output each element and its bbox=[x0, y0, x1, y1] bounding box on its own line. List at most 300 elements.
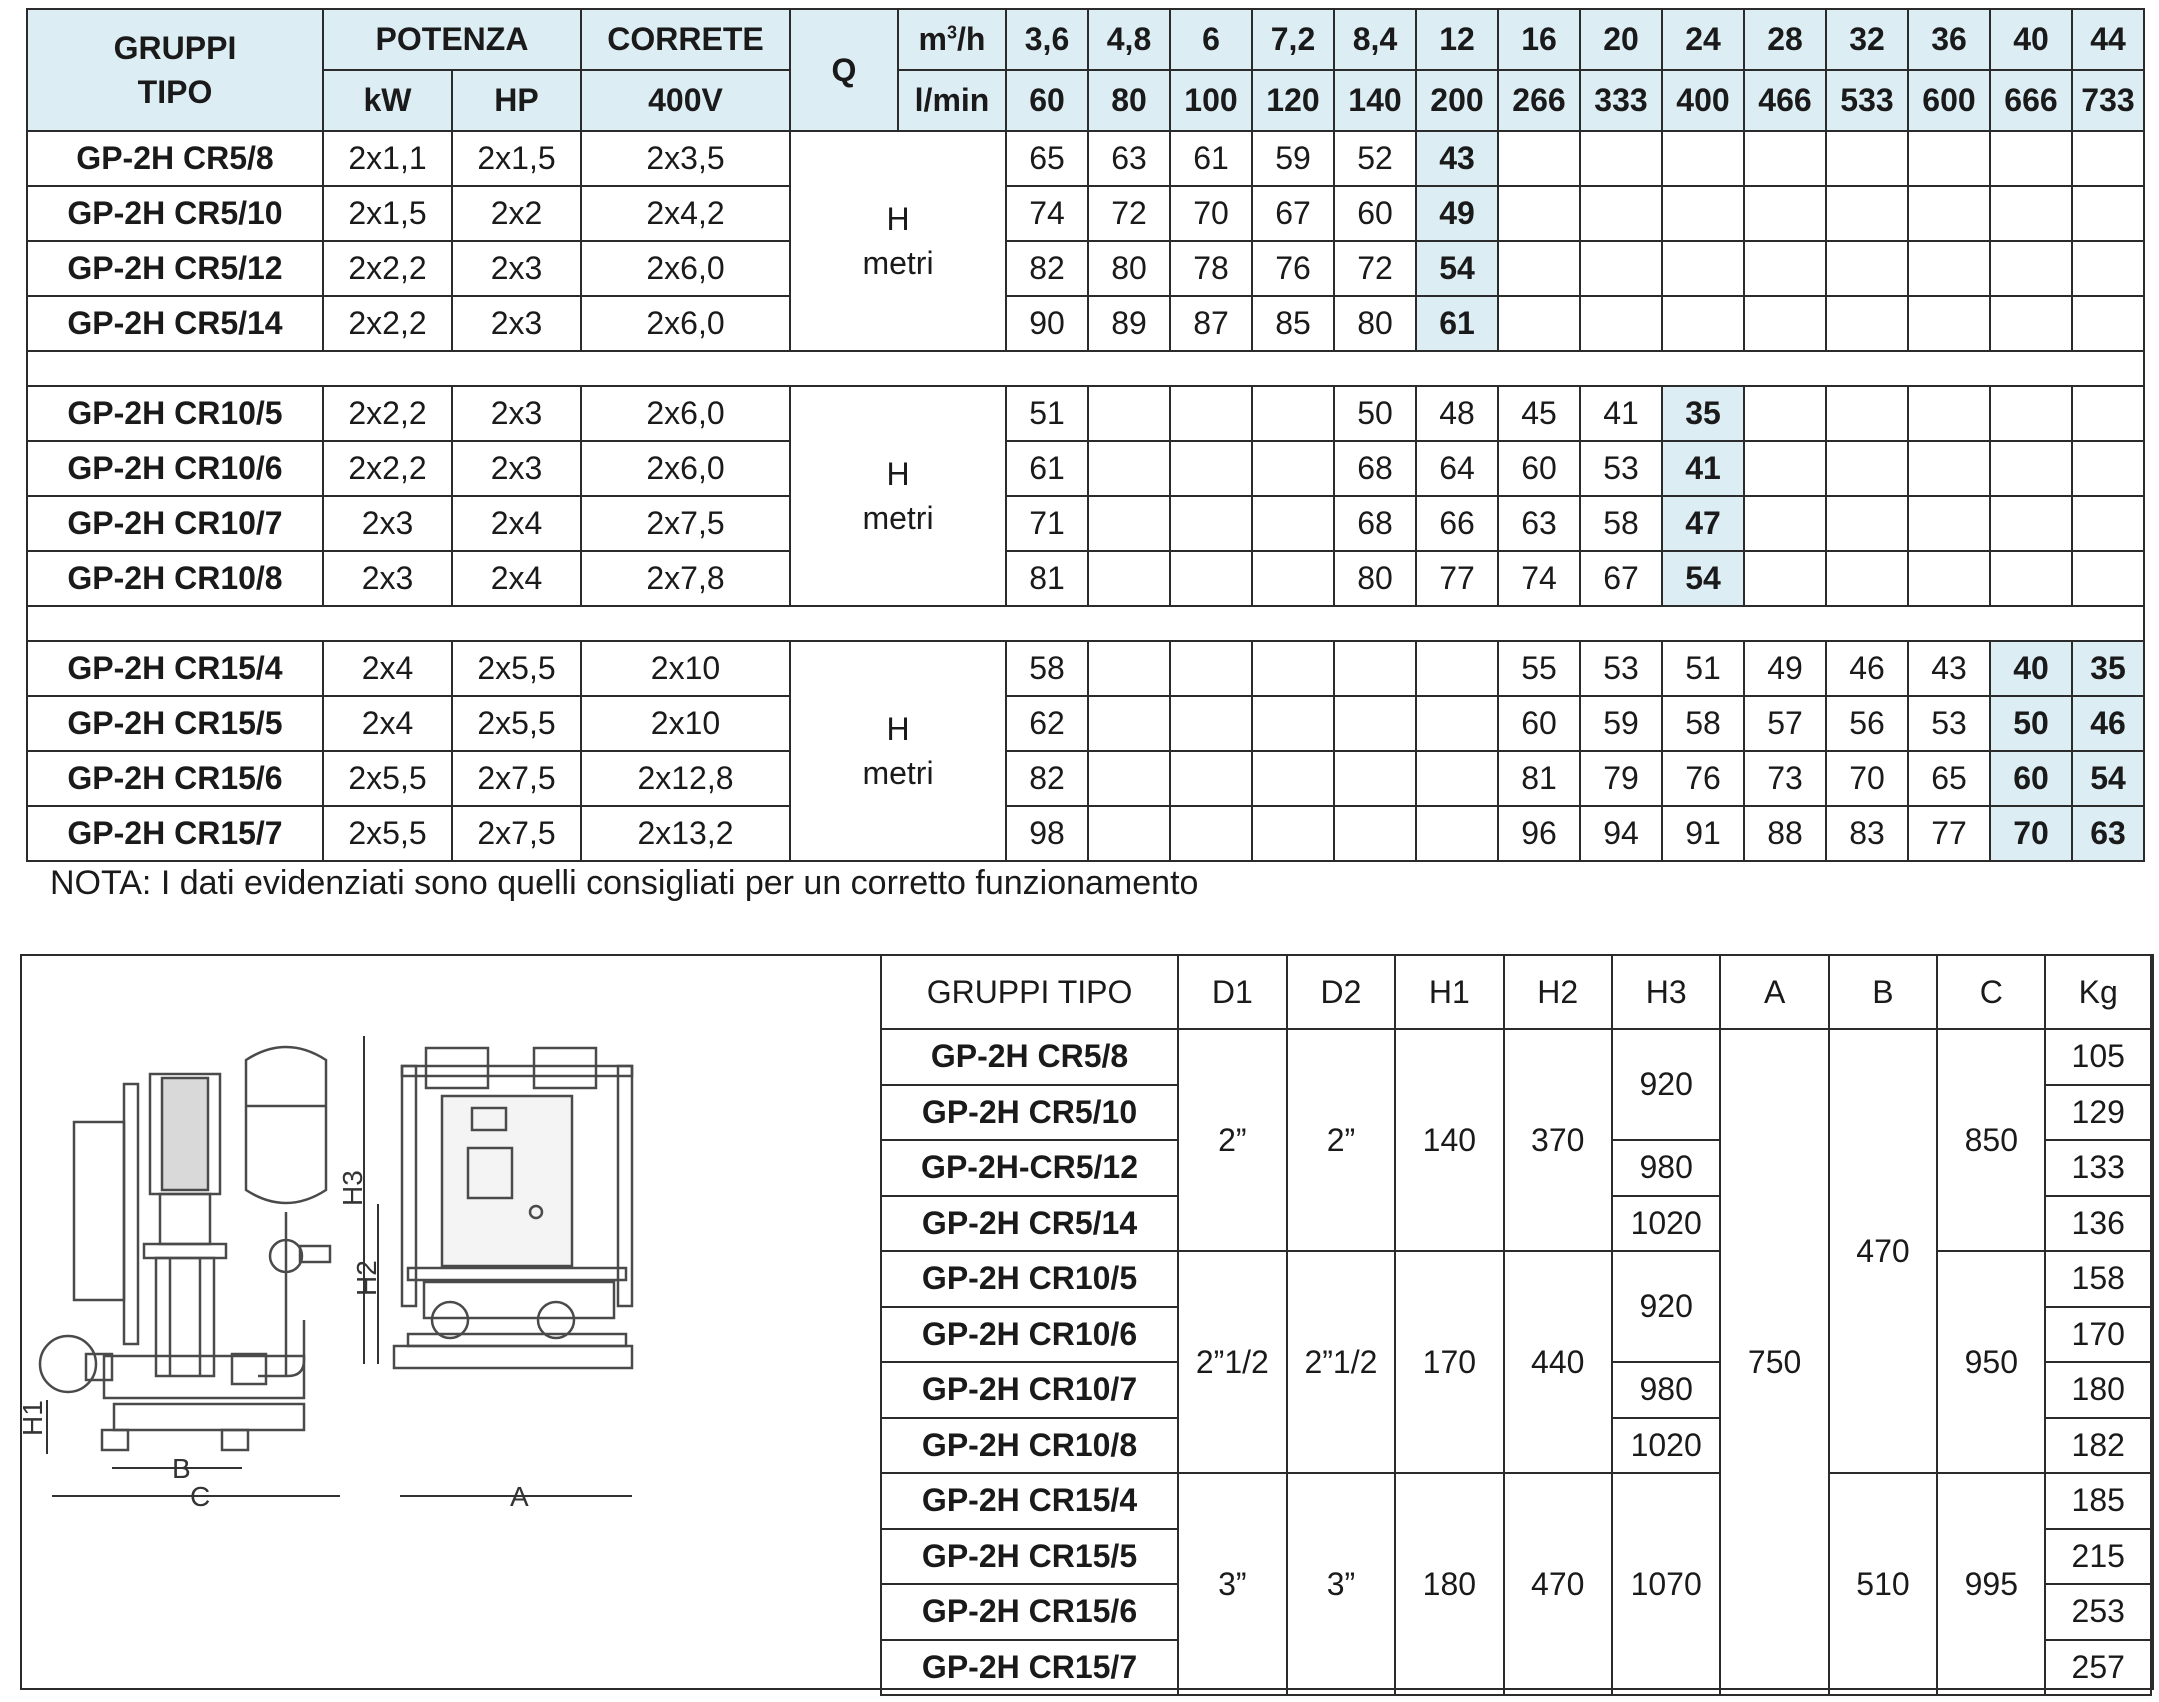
pump-body-left bbox=[156, 1258, 214, 1376]
table-row bbox=[27, 696, 2144, 751]
dims-model-cell: GP-2H CR15/4 bbox=[881, 1473, 1178, 1529]
head-value-cell bbox=[1416, 806, 1498, 861]
head-label-h: H bbox=[886, 201, 910, 237]
performance-table bbox=[26, 8, 2145, 862]
current-400v-cell: 2x4,2 bbox=[581, 186, 790, 241]
table-row bbox=[881, 1251, 2151, 1307]
head-value-cell bbox=[1908, 496, 1990, 551]
head-label-h: H bbox=[886, 711, 910, 747]
head-value-cell bbox=[1088, 641, 1170, 696]
table-row bbox=[27, 551, 2144, 606]
table-row bbox=[27, 496, 2144, 551]
head-value-cell bbox=[1416, 696, 1498, 751]
power-hp-cell: 2x4 bbox=[452, 551, 581, 606]
head-value-cell: 83 bbox=[1826, 806, 1908, 861]
head-value-cell: 76 bbox=[1662, 751, 1744, 806]
head-value-cell: 78 bbox=[1170, 241, 1252, 296]
head-value-cell bbox=[1826, 241, 1908, 296]
header-flow-m3h: 20 bbox=[1580, 9, 1662, 70]
head-value-cell: 81 bbox=[1006, 551, 1088, 606]
head-label-metri: metri bbox=[862, 500, 934, 536]
power-kw-cell: 2x3 bbox=[323, 551, 452, 606]
header-flow-m3h: 3,6 bbox=[1006, 9, 1088, 70]
power-kw-cell: 2x2,2 bbox=[323, 441, 452, 496]
note-text: NOTA: I dati evidenziati sono quelli consigliati per un corretto funzionamento bbox=[50, 864, 1199, 902]
dims-b-cell: 470 bbox=[1829, 1029, 1937, 1473]
current-400v-cell: 2x6,0 bbox=[581, 296, 790, 351]
dim-label-c: C bbox=[190, 1481, 211, 1512]
dims-header-a: A bbox=[1720, 955, 1828, 1029]
power-hp-cell: 2x4 bbox=[452, 496, 581, 551]
head-value-cell: 81 bbox=[1498, 751, 1580, 806]
head-value-cell bbox=[1990, 386, 2072, 441]
head-label-h: H bbox=[886, 456, 910, 492]
dims-header-h3: H3 bbox=[1612, 955, 1721, 1029]
header-m3h-unit: $m^3/h$ bbox=[898, 9, 1006, 70]
head-value-cell: 68 bbox=[1334, 496, 1416, 551]
head-value-cell: 70 bbox=[1990, 806, 2072, 861]
dims-kg-cell: 182 bbox=[2045, 1418, 2151, 1474]
dims-model-cell: GP-2H CR10/8 bbox=[881, 1418, 1178, 1474]
head-value-cell bbox=[1990, 296, 2072, 351]
head-value-cell: 65 bbox=[1908, 751, 1990, 806]
head-value-cell: 80 bbox=[1088, 241, 1170, 296]
head-value-cell: 64 bbox=[1416, 441, 1498, 496]
current-400v-cell: 2x6,0 bbox=[581, 386, 790, 441]
header-flow-m3h: 16 bbox=[1498, 9, 1580, 70]
power-hp-cell: 2x3 bbox=[452, 386, 581, 441]
head-value-cell: 58 bbox=[1662, 696, 1744, 751]
current-400v-cell: 2x6,0 bbox=[581, 241, 790, 296]
header-flow-m3h: 4,8 bbox=[1088, 9, 1170, 70]
head-value-cell bbox=[1252, 641, 1334, 696]
head-value-cell: 48 bbox=[1416, 386, 1498, 441]
head-value-cell: 59 bbox=[1580, 696, 1662, 751]
head-value-cell bbox=[1498, 131, 1580, 186]
power-kw-cell: 2x4 bbox=[323, 696, 452, 751]
dims-d1-cell: 2”1/2 bbox=[1178, 1251, 1287, 1473]
dims-model-cell: GP-2H CR15/7 bbox=[881, 1640, 1178, 1696]
head-value-cell bbox=[1088, 386, 1170, 441]
head-value-cell bbox=[1088, 551, 1170, 606]
head-value-cell bbox=[1170, 641, 1252, 696]
header-flow-lmin: 60 bbox=[1006, 70, 1088, 131]
dim-label-b: B bbox=[172, 1453, 191, 1484]
head-value-cell: 60 bbox=[1498, 441, 1580, 496]
head-value-cell bbox=[1252, 696, 1334, 751]
current-400v-cell: 2x6,0 bbox=[581, 441, 790, 496]
current-400v-cell: 2x7,8 bbox=[581, 551, 790, 606]
head-value-cell: 61 bbox=[1416, 296, 1498, 351]
side-panel-box bbox=[74, 1122, 124, 1300]
head-value-cell: 57 bbox=[1744, 696, 1826, 751]
power-kw-cell: 2x3 bbox=[323, 496, 452, 551]
head-value-cell: 88 bbox=[1744, 806, 1826, 861]
motor-front-left bbox=[426, 1048, 488, 1088]
head-value-cell: 68 bbox=[1334, 441, 1416, 496]
head-value-cell: 53 bbox=[1908, 696, 1990, 751]
head-value-cell bbox=[1416, 751, 1498, 806]
dims-h2-cell: 470 bbox=[1504, 1473, 1612, 1695]
table-row bbox=[27, 186, 2144, 241]
head-value-cell: 40 bbox=[1990, 641, 2072, 696]
head-value-cell bbox=[1088, 751, 1170, 806]
head-value-cell bbox=[1088, 806, 1170, 861]
head-value-cell: 82 bbox=[1006, 241, 1088, 296]
header-flow-m3h: 32 bbox=[1826, 9, 1908, 70]
dims-model-cell: GP-2H CR5/8 bbox=[881, 1029, 1178, 1085]
head-value-cell: 63 bbox=[2072, 806, 2144, 861]
dims-h3-cell: 980 bbox=[1612, 1140, 1721, 1196]
head-value-cell: 74 bbox=[1498, 551, 1580, 606]
head-value-cell bbox=[1826, 296, 1908, 351]
header-flow-m3h: 40 bbox=[1990, 9, 2072, 70]
dim-label-a: A bbox=[510, 1481, 529, 1512]
power-hp-cell: 2x7,5 bbox=[452, 751, 581, 806]
head-value-cell bbox=[1908, 386, 1990, 441]
head-value-cell: 77 bbox=[1908, 806, 1990, 861]
header-flow-m3h: 24 bbox=[1662, 9, 1744, 70]
head-value-cell: 70 bbox=[1826, 751, 1908, 806]
head-value-cell bbox=[1252, 496, 1334, 551]
head-label-metri: metri bbox=[862, 755, 934, 791]
header-flow-lmin: 140 bbox=[1334, 70, 1416, 131]
head-value-cell: 67 bbox=[1252, 186, 1334, 241]
dims-d2-cell: 3” bbox=[1287, 1473, 1396, 1695]
head-value-cell bbox=[1498, 241, 1580, 296]
table-row bbox=[27, 296, 2144, 351]
header-flow-lmin: 333 bbox=[1580, 70, 1662, 131]
head-value-cell bbox=[1170, 441, 1252, 496]
head-value-cell: 59 bbox=[1252, 131, 1334, 186]
dims-header-h2: H2 bbox=[1504, 955, 1612, 1029]
head-value-cell: 71 bbox=[1006, 496, 1088, 551]
power-kw-cell: 2x1,5 bbox=[323, 186, 452, 241]
head-value-cell bbox=[1580, 241, 1662, 296]
head-value-cell bbox=[1744, 296, 1826, 351]
head-value-cell bbox=[1498, 186, 1580, 241]
motor-front-right bbox=[534, 1048, 596, 1088]
dims-kg-cell: 180 bbox=[2045, 1362, 2151, 1418]
power-kw-cell: 2x2,2 bbox=[323, 296, 452, 351]
head-value-cell bbox=[1908, 551, 1990, 606]
model-cell: GP-2H CR10/6 bbox=[27, 441, 323, 496]
dims-header-d1: D1 bbox=[1178, 955, 1287, 1029]
head-value-cell bbox=[1990, 186, 2072, 241]
head-value-cell bbox=[1580, 131, 1662, 186]
head-value-cell bbox=[1744, 386, 1826, 441]
dims-h2-cell: 370 bbox=[1504, 1029, 1612, 1251]
dims-d1-cell: 2” bbox=[1178, 1029, 1287, 1251]
power-kw-cell: 2x2,2 bbox=[323, 241, 452, 296]
dims-h1-cell: 140 bbox=[1395, 1029, 1503, 1251]
head-value-cell bbox=[1744, 551, 1826, 606]
dim-label-h2: H2 bbox=[351, 1260, 382, 1296]
head-value-cell bbox=[1662, 186, 1744, 241]
head-value-cell: 72 bbox=[1088, 186, 1170, 241]
dims-h1-cell: 180 bbox=[1395, 1473, 1503, 1695]
head-value-cell: 52 bbox=[1334, 131, 1416, 186]
head-value-cell: 35 bbox=[2072, 641, 2144, 696]
head-value-cell bbox=[1908, 131, 1990, 186]
table-row bbox=[27, 441, 2144, 496]
inlet-flange bbox=[40, 1336, 96, 1392]
header-flow-lmin: 266 bbox=[1498, 70, 1580, 131]
power-hp-cell: 2x1,5 bbox=[452, 131, 581, 186]
head-value-cell: 61 bbox=[1170, 131, 1252, 186]
model-cell: GP-2H CR5/14 bbox=[27, 296, 323, 351]
dims-b-cell: 510 bbox=[1829, 1473, 1937, 1695]
dims-h3-cell: 1070 bbox=[1612, 1473, 1721, 1695]
dims-h3-cell: 1020 bbox=[1612, 1196, 1721, 1252]
head-value-cell: 45 bbox=[1498, 386, 1580, 441]
head-value-cell bbox=[2072, 496, 2144, 551]
header-400v: 400V bbox=[581, 70, 790, 131]
model-cell: GP-2H CR15/7 bbox=[27, 806, 323, 861]
dims-d2-cell: 2” bbox=[1287, 1029, 1396, 1251]
power-hp-cell: 2x3 bbox=[452, 241, 581, 296]
header-flow-lmin: 666 bbox=[1990, 70, 2072, 131]
head-value-cell bbox=[2072, 441, 2144, 496]
head-value-cell: 96 bbox=[1498, 806, 1580, 861]
head-value-cell bbox=[1334, 641, 1416, 696]
header-flow-lmin: 400 bbox=[1662, 70, 1744, 131]
model-cell: GP-2H CR5/8 bbox=[27, 131, 323, 186]
head-value-cell: 80 bbox=[1334, 296, 1416, 351]
head-value-cell: 73 bbox=[1744, 751, 1826, 806]
table-row bbox=[881, 1473, 2151, 1529]
head-value-cell bbox=[1170, 806, 1252, 861]
head-value-cell: 82 bbox=[1006, 751, 1088, 806]
dims-h3-cell: 980 bbox=[1612, 1362, 1721, 1418]
header-lmin-unit: l/min bbox=[898, 70, 1006, 131]
dims-c-cell: 850 bbox=[1937, 1029, 2045, 1251]
head-value-cell: 62 bbox=[1006, 696, 1088, 751]
power-hp-cell: 2x3 bbox=[452, 441, 581, 496]
current-400v-cell: 2x10 bbox=[581, 641, 790, 696]
dims-model-cell: GP-2H CR5/14 bbox=[881, 1196, 1178, 1252]
head-value-cell: 79 bbox=[1580, 751, 1662, 806]
dims-kg-cell: 129 bbox=[2045, 1085, 2151, 1141]
header-flow-m3h: 12 bbox=[1416, 9, 1498, 70]
head-value-cell bbox=[1990, 551, 2072, 606]
dimensions-table bbox=[880, 954, 2152, 1696]
head-value-cell: 98 bbox=[1006, 806, 1088, 861]
head-value-cell bbox=[1744, 186, 1826, 241]
dims-header-d2: D2 bbox=[1287, 955, 1396, 1029]
dims-h1-cell: 170 bbox=[1395, 1251, 1503, 1473]
model-cell: GP-2H CR15/4 bbox=[27, 641, 323, 696]
head-value-cell: 51 bbox=[1662, 641, 1744, 696]
power-hp-cell: 2x7,5 bbox=[452, 806, 581, 861]
head-value-cell bbox=[1990, 496, 2072, 551]
power-kw-cell: 2x2,2 bbox=[323, 386, 452, 441]
head-value-cell bbox=[1826, 186, 1908, 241]
head-value-cell: 87 bbox=[1170, 296, 1252, 351]
head-value-cell bbox=[1662, 296, 1744, 351]
head-value-cell: 54 bbox=[1416, 241, 1498, 296]
power-hp-cell: 2x3 bbox=[452, 296, 581, 351]
head-value-cell: 67 bbox=[1580, 551, 1662, 606]
head-value-cell bbox=[1826, 441, 1908, 496]
head-value-cell: 80 bbox=[1334, 551, 1416, 606]
head-value-cell: 58 bbox=[1006, 641, 1088, 696]
head-value-cell: 56 bbox=[1826, 696, 1908, 751]
head-value-cell: 35 bbox=[1662, 386, 1744, 441]
header-flow-lmin: 733 bbox=[2072, 70, 2144, 131]
power-hp-cell: 2x2 bbox=[452, 186, 581, 241]
head-value-cell bbox=[1580, 296, 1662, 351]
head-value-cell bbox=[1088, 496, 1170, 551]
dims-header-h1: H1 bbox=[1395, 955, 1503, 1029]
head-value-cell bbox=[1170, 386, 1252, 441]
head-value-cell: 43 bbox=[1908, 641, 1990, 696]
head-value-cell bbox=[1170, 751, 1252, 806]
head-value-cell bbox=[1170, 551, 1252, 606]
table-row bbox=[27, 386, 2144, 441]
pump-group-drawing bbox=[17, 956, 880, 1688]
head-value-cell: 55 bbox=[1498, 641, 1580, 696]
head-value-cell: 94 bbox=[1580, 806, 1662, 861]
head-value-cell bbox=[2072, 241, 2144, 296]
head-value-cell bbox=[1662, 241, 1744, 296]
head-label-cell bbox=[790, 131, 1006, 351]
dims-model-cell: GP-2H CR15/5 bbox=[881, 1529, 1178, 1585]
dims-d2-cell: 2”1/2 bbox=[1287, 1251, 1396, 1473]
current-400v-cell: 2x3,5 bbox=[581, 131, 790, 186]
header-flow-m3h: 28 bbox=[1744, 9, 1826, 70]
dims-header-gruppi-tipo: GRUPPI TIPO bbox=[881, 955, 1178, 1029]
head-value-cell bbox=[1826, 551, 1908, 606]
head-value-cell: 66 bbox=[1416, 496, 1498, 551]
head-value-cell bbox=[1908, 186, 1990, 241]
header-flow-m3h: 36 bbox=[1908, 9, 1990, 70]
dims-h3-cell: 1020 bbox=[1612, 1418, 1721, 1474]
head-value-cell bbox=[1334, 696, 1416, 751]
current-400v-cell: 2x13,2 bbox=[581, 806, 790, 861]
dims-header-c: C bbox=[1937, 955, 2045, 1029]
dims-kg-cell: 253 bbox=[2045, 1584, 2151, 1640]
head-value-cell: 51 bbox=[1006, 386, 1088, 441]
header-gruppi-tipo: GRUPPI TIPO bbox=[27, 9, 323, 131]
head-value-cell bbox=[1826, 386, 1908, 441]
head-value-cell bbox=[1744, 441, 1826, 496]
header-kw: kW bbox=[323, 70, 452, 131]
header-flow-lmin: 100 bbox=[1170, 70, 1252, 131]
dims-a-cell: 750 bbox=[1720, 1029, 1828, 1695]
model-cell: GP-2H CR10/7 bbox=[27, 496, 323, 551]
head-value-cell bbox=[1252, 386, 1334, 441]
dims-model-cell: GP-2H CR10/5 bbox=[881, 1251, 1178, 1307]
dims-model-cell: GP-2H CR10/6 bbox=[881, 1307, 1178, 1363]
head-value-cell: 76 bbox=[1252, 241, 1334, 296]
header-flow-lmin: 600 bbox=[1908, 70, 1990, 131]
head-value-cell: 85 bbox=[1252, 296, 1334, 351]
head-value-cell: 77 bbox=[1416, 551, 1498, 606]
expansion-tank bbox=[246, 1047, 326, 1203]
dims-model-cell: GP-2H CR15/6 bbox=[881, 1584, 1178, 1640]
table-row bbox=[27, 641, 2144, 696]
header-flow-m3h: 7,2 bbox=[1252, 9, 1334, 70]
head-value-cell: 89 bbox=[1088, 296, 1170, 351]
power-kw-cell: 2x1,1 bbox=[323, 131, 452, 186]
head-value-cell: 46 bbox=[2072, 696, 2144, 751]
dims-header-kg: Kg bbox=[2045, 955, 2151, 1029]
head-value-cell bbox=[1826, 496, 1908, 551]
table-row bbox=[27, 241, 2144, 296]
head-value-cell: 53 bbox=[1580, 641, 1662, 696]
head-value-cell: 54 bbox=[2072, 751, 2144, 806]
head-value-cell: 90 bbox=[1006, 296, 1088, 351]
dims-h3-cell: 920 bbox=[1612, 1029, 1721, 1140]
head-value-cell: 60 bbox=[1334, 186, 1416, 241]
head-value-cell bbox=[1498, 296, 1580, 351]
model-cell: GP-2H CR15/6 bbox=[27, 751, 323, 806]
head-value-cell: 70 bbox=[1170, 186, 1252, 241]
dims-kg-cell: 215 bbox=[2045, 1529, 2151, 1585]
head-value-cell bbox=[2072, 386, 2144, 441]
header-flow-m3h: 8,4 bbox=[1334, 9, 1416, 70]
current-400v-cell: 2x10 bbox=[581, 696, 790, 751]
head-value-cell bbox=[1990, 131, 2072, 186]
head-value-cell bbox=[1252, 441, 1334, 496]
head-value-cell: 50 bbox=[1990, 696, 2072, 751]
dim-label-h1: H1 bbox=[17, 1400, 48, 1436]
head-value-cell bbox=[1744, 241, 1826, 296]
head-value-cell bbox=[2072, 551, 2144, 606]
dims-kg-cell: 136 bbox=[2045, 1196, 2151, 1252]
header-flow-m3h: 6 bbox=[1170, 9, 1252, 70]
current-400v-cell: 2x7,5 bbox=[581, 496, 790, 551]
head-value-cell: 43 bbox=[1416, 131, 1498, 186]
power-kw-cell: 2x5,5 bbox=[323, 806, 452, 861]
header-flow-lmin: 533 bbox=[1826, 70, 1908, 131]
dims-model-cell: GP-2H CR5/10 bbox=[881, 1085, 1178, 1141]
head-value-cell: 60 bbox=[1498, 696, 1580, 751]
header-flow-lmin: 80 bbox=[1088, 70, 1170, 131]
head-label-cell bbox=[790, 641, 1006, 861]
head-value-cell bbox=[1334, 751, 1416, 806]
dims-header-b: B bbox=[1829, 955, 1937, 1029]
head-value-cell bbox=[1908, 296, 1990, 351]
head-value-cell bbox=[1662, 131, 1744, 186]
head-label-cell bbox=[790, 386, 1006, 606]
head-value-cell: 41 bbox=[1580, 386, 1662, 441]
power-kw-cell: 2x4 bbox=[323, 641, 452, 696]
head-value-cell bbox=[1744, 131, 1826, 186]
dims-kg-cell: 170 bbox=[2045, 1307, 2151, 1363]
head-value-cell bbox=[1416, 641, 1498, 696]
head-value-cell: 65 bbox=[1006, 131, 1088, 186]
head-value-cell: 47 bbox=[1662, 496, 1744, 551]
head-value-cell: 41 bbox=[1662, 441, 1744, 496]
model-cell: GP-2H CR15/5 bbox=[27, 696, 323, 751]
head-value-cell bbox=[1252, 806, 1334, 861]
dims-kg-cell: 133 bbox=[2045, 1140, 2151, 1196]
head-value-cell bbox=[1252, 751, 1334, 806]
head-value-cell: 58 bbox=[1580, 496, 1662, 551]
head-value-cell bbox=[1580, 186, 1662, 241]
dims-c-cell: 995 bbox=[1937, 1473, 2045, 1695]
head-value-cell: 63 bbox=[1498, 496, 1580, 551]
head-value-cell bbox=[1252, 551, 1334, 606]
head-value-cell bbox=[1744, 496, 1826, 551]
power-kw-cell: 2x5,5 bbox=[323, 751, 452, 806]
power-hp-cell: 2x5,5 bbox=[452, 641, 581, 696]
head-label-metri: metri bbox=[862, 245, 934, 281]
head-value-cell: 54 bbox=[1662, 551, 1744, 606]
head-value-cell: 63 bbox=[1088, 131, 1170, 186]
